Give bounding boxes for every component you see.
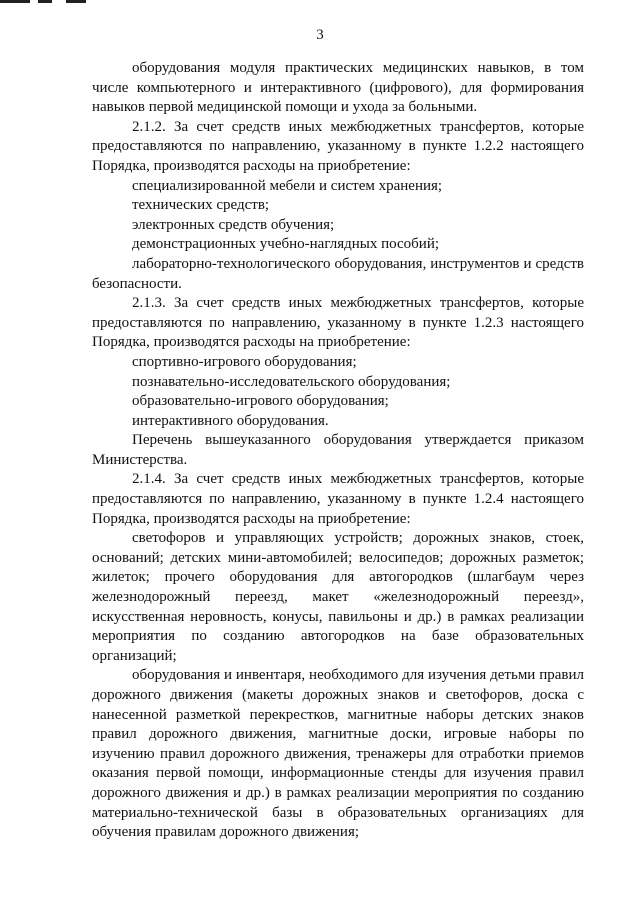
list-item: познавательно-исследовательского оборудования; bbox=[132, 373, 451, 390]
paragraph: Перечень вышеуказанного оборудования утверждается приказом Министерства. bbox=[92, 432, 584, 468]
scan-edge-mark bbox=[38, 0, 52, 3]
section-paragraph: 2.1.2. За счет средств иных межбюджетных трансфертов, которые предоставляются по направлению, указанному в пункте 1.2.2 настоящего Порядка, производятся расходы на приобретение: bbox=[92, 118, 584, 174]
list-item: электронных средств обучения; bbox=[132, 216, 335, 233]
section-paragraph: 2.1.4. За счет средств иных межбюджетных трансфертов, которые предоставляются по направлению, указанному в пункте 1.2.4 настоящего Порядка, производятся расходы на приобретение: bbox=[92, 471, 584, 527]
paragraph: оборудования модуля практических медицинских навыков, в том числе компьютерного и интерактивного (цифрового), для формирования навыков первой медицинской помощи и ухода за больными. bbox=[92, 60, 584, 116]
scan-edge-mark bbox=[0, 0, 30, 3]
section-paragraph: 2.1.3. За счет средств иных межбюджетных трансфертов, которые предоставляются по направлению, указанному в пункте 1.2.3 настоящего Порядка, производятся расходы на приобретение: bbox=[92, 295, 584, 351]
list-item: образовательно-игрового оборудования; bbox=[132, 393, 389, 410]
list-item: интерактивного оборудования. bbox=[132, 412, 329, 429]
document-body bbox=[92, 59, 584, 843]
list-item: оборудования и инвентаря, необходимого для изучения детьми правил дорожного движения (макеты дорожных знаков и светофоров, доска с нанесенной разметкой перекрестков, магнитные наборы детских знаков правил дорожного движения, магнитные доски, игровые наборы по изучению правил дорожного движения, тренажеры для отработки приемов оказания первой помощи, информационные стенды для изучения правил дорожного движения и др.) в рамках реализации мероприятия по созданию материально-технической базы в образовательных организациях для обучения правилам дорожного движения; bbox=[92, 667, 584, 841]
list-item: светофоров и управляющих устройств; дорожных знаков, стоек, оснований; детских мини-автомобилей; велосипедов; дорожных разметок; жилеток; прочего оборудования для автогородков (шлагбаум через железнодорожный переезд, макет «железнодорожный переезд», искусственная неровность, конусы, павильоны и др.) в рамках реализации мероприятия по созданию автогородков на базе образовательных организаций; bbox=[92, 530, 584, 664]
list-item: демонстрационных учебно-наглядных пособий; bbox=[132, 236, 440, 253]
list-item: спортивно-игрового оборудования; bbox=[132, 353, 357, 370]
list-item: лабораторно-технологического оборудования, инструментов и средств безопасности. bbox=[92, 255, 584, 292]
page-number: 3 bbox=[316, 27, 324, 43]
list-item: технических средств; bbox=[132, 197, 270, 214]
scan-edge-mark bbox=[66, 0, 86, 3]
list-item: специализированной мебели и систем хранения; bbox=[132, 177, 443, 194]
